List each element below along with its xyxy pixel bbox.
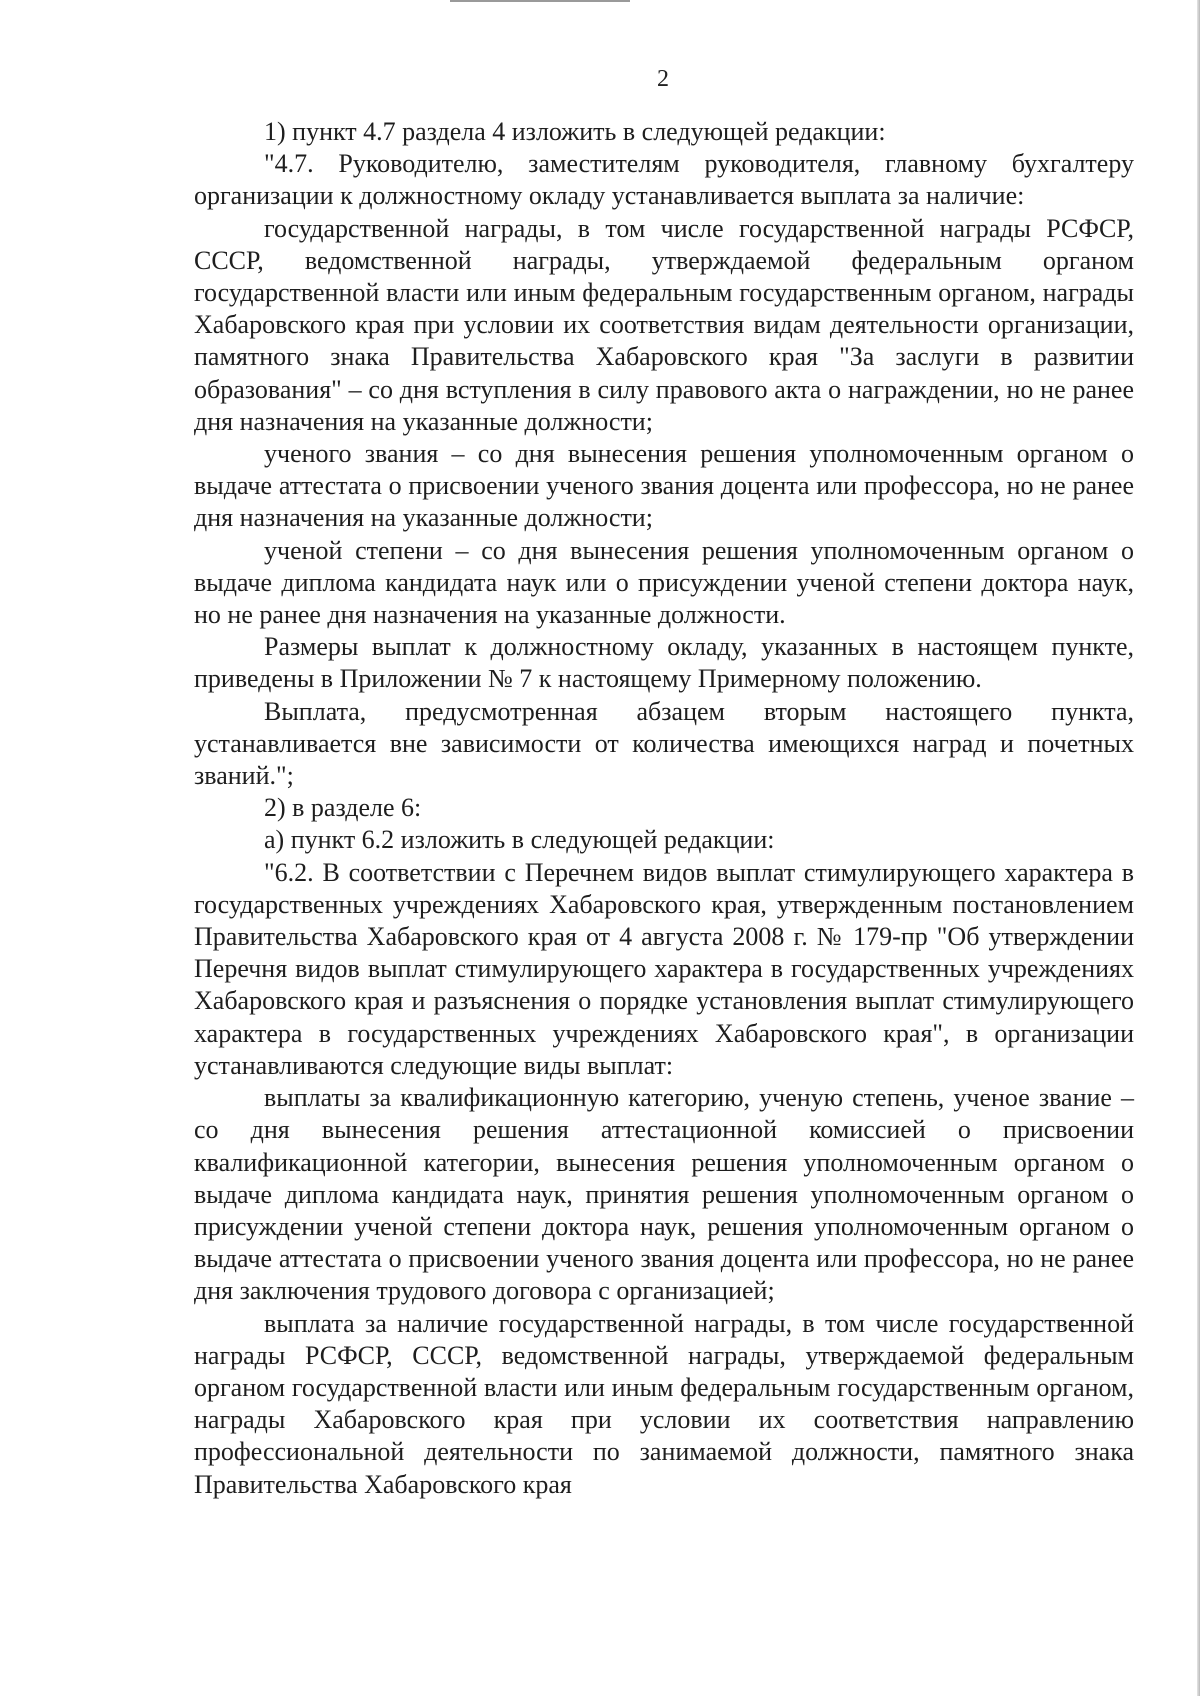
paragraph-3: государственной награды, в том числе государственной награды РСФСР, СССР, ведомственной награды, утверждаемой федеральным органом государственной власти или иным федеральным государственным органом, награды Хабаровского края при условии их соответствия видам деятельности организации, памятного знака Правительства Хабаровского края "За заслуги в развитии образования" – со дня вступления в силу правового акта о награждении, но не ранее дня назначения на указанные должности; [194, 213, 1134, 436]
paragraph-9: а) пункт 6.2 изложить в следующей редакции: [264, 825, 775, 855]
paragraph-4: ученого звания – со дня вынесения решения уполномоченным органом о выдаче аттестата о присвоении ученого звания доцента или профессора, но не ранее дня назначения на указанные должности; [194, 439, 1134, 533]
scan-edge-top [450, 0, 630, 2]
paragraph-6: Размеры выплат к должностному окладу, указанных в настоящем пункте, приведены в Приложении № 7 к настоящему Примерному положению. [194, 632, 1134, 694]
paragraph-10: "6.2. В соответствии с Перечнем видов выплат стимулирующего характера в государственных учреждениях Хабаровского края, утвержденным постановлением Правительства Хабаровского края от 4 августа 2008 г. № 179-пр "Об утверждении Перечня видов выплат стимулирующего характера в государственных учреждениях Хабаровского края и разъяснения о порядке установления выплат стимулирующего характера в государственных учреждениях Хабаровского края", в организации устанавливаются следующие виды выплат: [194, 857, 1134, 1080]
paragraph-1: 1) пункт 4.7 раздела 4 изложить в следующей редакции: [264, 117, 886, 146]
paragraph-5: ученой степени – со дня вынесения решения уполномоченным органом о выдаче диплома кандидата наук или о присуждении ученой степени доктора наук, но не ранее дня назначения на указанные должности. [194, 535, 1134, 630]
paragraph-11: выплаты за квалификационную категорию, ученую степень, ученое звание – со дня вынесения решения аттестационной комиссией о присвоении квалификационной категории, вынесения решения уполномоченным органом о выдаче диплома кандидата наук, принятия решения уполномоченным органом о присуждении ученой степени доктора наук, решения уполномоченным органом о выдаче аттестата о присвоении ученого звания доцента или профессора, но не ранее дня заключения трудового договора с организацией; [194, 1083, 1134, 1306]
page-number: 2 [657, 66, 669, 92]
paragraph-8: 2) в разделе 6: [264, 793, 422, 823]
document-body [194, 116, 1134, 1501]
paragraph-12: выплата за наличие государственной награды, в том числе государственной награды РСФСР, СССР, ведомственной награды, утверждаемой федеральным органом государственной власти или иным федеральным государственным органом, награды Хабаровского края при условии их соответствия направлению профессиональной деятельности по занимаемой должности, памятного знака Правительства Хабаровского края [194, 1308, 1134, 1499]
paragraph-7: Выплата, предусмотренная абзацем вторым настоящего пункта, устанавливается вне зависимости от количества имеющихся наград и почетных званий."; [194, 696, 1134, 791]
paragraph-2: "4.7. Руководителю, заместителям руководителя, главному бухгалтеру организации к должностному окладу устанавливается выплата за наличие: [194, 149, 1134, 211]
